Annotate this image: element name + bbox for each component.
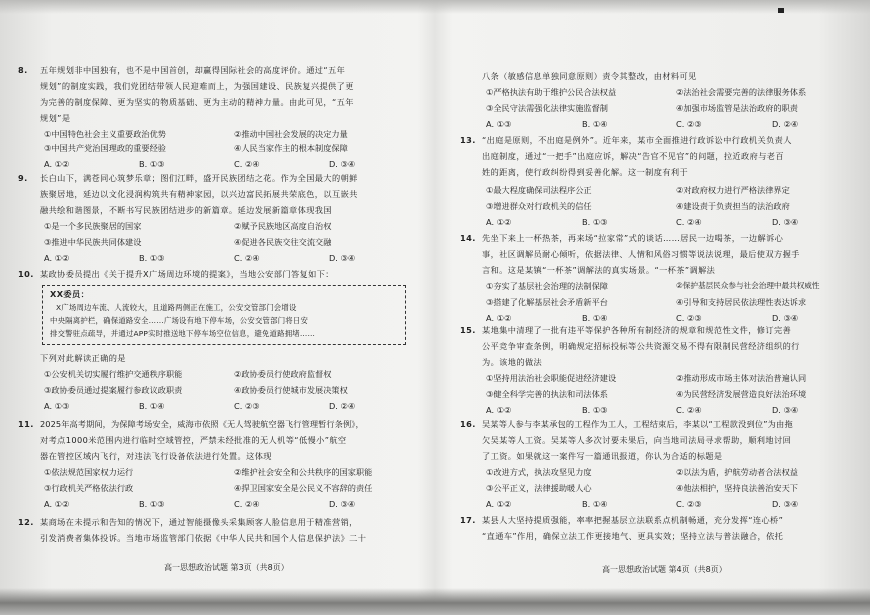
q12-line: 引发消费者集体投诉。当地市场监管部门依据《中华人民共和国个人信息保护法》二十 (40, 533, 367, 543)
q10-answer: A. ①③ (44, 401, 70, 411)
q10-item: ②政协委员行使政府监督权 (234, 369, 332, 379)
q8-line: 规划”是 (40, 113, 71, 123)
q8-answer: C. ②④ (234, 159, 260, 169)
q15-item: ③健全科学完善的执法和司法体系 (486, 389, 608, 399)
q12-item: ②法治社会需要完善的法律服务体系 (676, 87, 807, 97)
q14-answer: B. ①④ (582, 313, 608, 323)
q8-item: ①中国特色社会主义重要政治优势 (44, 129, 166, 139)
q15-answer: D. ③④ (772, 405, 799, 415)
q9-line: 融共绘和谐图景，不断书写民族团结进步的新篇章。延边发展新篇章体现我国 (40, 205, 332, 215)
q16-item: ①改进方式，执法攻坚见力度 (486, 467, 592, 477)
q16-line: 了工资。如果就这一案件写一篇通讯报道，你认为合适的标题是 (482, 451, 723, 461)
q12-item: ①严格执法有助于维护公民合法权益 (486, 87, 617, 97)
q14-item: ④引导和支持居民依法理性表达诉求 (676, 297, 807, 307)
q10-box-line: 中央隔离护栏，确保道路安全……广场设有地下停车场，公安交管部门将日安 (50, 316, 309, 325)
q10-box-title: XX委员： (50, 289, 90, 299)
q15-item: ②推动形成市场主体对法治普遍认同 (676, 373, 807, 383)
q9-item: ④促进各民族交往交流交融 (234, 237, 332, 247)
q12-item: ③全民守法需强化法律实施监督制 (486, 103, 608, 113)
q10-answer: D. ②④ (329, 401, 356, 411)
q8-item: ③中国共产党治国理政的重要经验 (44, 143, 166, 153)
q11-item: ①依法规范国家权力运行 (44, 467, 134, 477)
q10-prompt: 下列对此解读正确的是 (40, 353, 126, 363)
q14-line: 言和。这是某镇“一杯茶”调解法的真实场景。“一杯茶”调解法 (482, 265, 716, 275)
q12-cont-line: 八条（敏感信息单独同意原则）责令其整改，由材料可见 (482, 71, 697, 81)
q17-number: 17. (460, 515, 476, 525)
q10-answer: B. ①④ (139, 401, 165, 411)
q14-line: 先坐下来上一杯热茶，再来场“拉家常”式的谈话……居民一边喝茶，一边解诉心 (482, 233, 784, 243)
q10-line: 某政协委员提出《关于提升X广场周边环境的提案》，当地公安部门答复如下： (40, 269, 334, 279)
q15-answer: C. ②④ (676, 405, 702, 415)
q12-answer: B. ①④ (582, 119, 608, 129)
q16-item: ③公平正义，法律援助暖人心 (486, 483, 592, 493)
q16-line: 欠吴某等人工资。吴某等人多次讨要未果后，向当地司法局寻求帮助，顺利地讨回 (482, 435, 792, 445)
q13-answer: D. ③④ (772, 217, 799, 227)
q10-item: ③政协委员通过提案履行参政议政职责 (44, 385, 183, 395)
q10-number: 10. (18, 269, 34, 279)
q11-answer: A. ①② (44, 499, 70, 509)
q13-line: 出庭制度，通过“一把手”出庭应诉，解决“告官不见官”的问题，拉近政府与老百 (482, 151, 784, 161)
q12-answer: D. ②④ (772, 119, 799, 129)
q13-number: 13. (460, 135, 476, 145)
q9-item: ①是一个多民族聚居的国家 (44, 221, 142, 231)
q13-item: ②对政府权力进行严格法律界定 (676, 185, 790, 195)
q16-number: 16. (460, 419, 476, 429)
q15-answer: B. ①③ (582, 405, 608, 415)
q14-item: ②保护基层民众参与社会治理中最共权威性 (676, 281, 820, 290)
q11-item: ②维护社会安全和公共秩序的国家职能 (234, 467, 373, 477)
q15-number: 15. (460, 325, 476, 335)
q9-answer: B. ①③ (139, 253, 165, 263)
q12-answer: C. ②③ (676, 119, 702, 129)
q15-item: ④为民营经济发展营造良好法治环境 (676, 389, 807, 399)
q14-number: 14. (460, 233, 476, 243)
q11-answer: C. ②④ (234, 499, 260, 509)
q12-number: 12. (18, 517, 34, 527)
q8-answer: A. ①② (44, 159, 70, 169)
q13-answer: C. ②④ (676, 217, 702, 227)
q13-line: “出庭是原则，不出庭是例外”。近年来，某市全面推进行政诉讼中行政机关负责人 (482, 135, 792, 145)
q8-line: 五年规划非中国独有，也不是中国首创，却赢得国际社会的高度评价。通过“五年 (40, 65, 346, 75)
q11-answer: D. ③④ (329, 499, 356, 509)
q13-answer: A. ①② (486, 217, 512, 227)
q16-answer: A. ①② (486, 499, 512, 509)
page-footer-left: 高一思想政治试题 第3页（共8页） (164, 563, 289, 572)
q9-answer: D. ③④ (329, 253, 356, 263)
q17-line: 某县人大坚持提质强能，率率把握基层立法联系点机制畅通，充分发挥“连心桥” (482, 515, 784, 525)
q13-item: ①最大程度确保司法程序公正 (486, 185, 592, 195)
q9-line: 长白山下，满苍同心筑梦乐章；图们江畔，盛开民族团结之花。作为全国最大的朝鲜 (40, 173, 358, 183)
q11-answer: B. ①③ (139, 499, 165, 509)
q9-line: 族聚居地，延边以文化浸润构筑共有精神家园，以兴边富民拓展共荣底色，以互嵌共 (40, 189, 358, 199)
q11-item: ④捍卫国家安全是公民义不容辞的责任 (234, 483, 373, 493)
q8-item: ②推动中国社会发展的决定力量 (234, 129, 348, 139)
q13-item: ③增进群众对行政机关的信任 (486, 201, 592, 211)
q8-answer: D. ③④ (329, 159, 356, 169)
q14-item: ①夯实了基层社会治理的法制保障 (486, 281, 608, 291)
q10-answer: C. ②③ (234, 401, 260, 411)
q11-line: 对考点1000米范围内进行临时空域管控，严禁未经批准的无人机等“低慢小”航空 (40, 435, 347, 445)
page-footer-right: 高一思想政治试题 第4页（共8页） (602, 565, 727, 574)
q10-box-line: 排交警驻点疏导，并通过APP实时推送地下停车场空位信息，避免道路拥堵…… (50, 329, 316, 338)
q9-item: ②赋予民族地区高度自治权 (234, 221, 332, 231)
q14-answer: A. ①② (486, 313, 512, 323)
q11-number: 11. (18, 419, 34, 429)
q14-answer: C. ②③ (676, 313, 702, 323)
q9-answer: A. ①② (44, 253, 70, 263)
q8-number: 8. (18, 65, 28, 75)
q14-item: ③搭建了化解基层社会矛盾新平台 (486, 297, 608, 307)
q8-answer: B. ①③ (139, 159, 165, 169)
q9-answer: C. ②④ (234, 253, 260, 263)
q10-item: ①公安机关切实履行维护交通秩序职能 (44, 369, 183, 379)
q16-item: ④他法相护，坚持良法善治安天下 (676, 483, 798, 493)
q17-line: “直通车”作用，确保立法工作更接地气、更具实效；坚持立法与普法融合，依托 (482, 531, 784, 541)
q11-line: 2025年高考期间，为保障考场安全，威海市依照《无人驾驶航空器飞行管理暂行条例》， (40, 419, 364, 429)
q15-line: 某地集中清理了一批有违平等保护各种所有制经济的规章和规范性文件，修订完善 (482, 325, 792, 335)
q15-item: ①坚持用法治社会职能促进经济建设 (486, 373, 617, 383)
q13-item: ④建设责于负责担当的法治政府 (676, 201, 790, 211)
q16-item: ②以法为盾，护航劳动者合法权益 (676, 467, 798, 477)
q16-answer: C. ②③ (676, 499, 702, 509)
q12-answer: A. ①③ (486, 119, 512, 129)
q14-line: 事，社区调解员耐心倾听，依据法律、人情和风俗习惯等说法说理，最后使双方握手 (482, 249, 800, 259)
scan-shadow-bottom (0, 588, 870, 615)
page-right (452, 0, 864, 600)
q13-answer: B. ①③ (582, 217, 608, 227)
q16-answer: D. ③④ (772, 499, 799, 509)
q13-line: 姓的距离，使行政纠纷得到妥善化解。这一制度有利于 (482, 167, 689, 177)
q9-item: ③推进中华民族共同体建设 (44, 237, 142, 247)
q15-line: 公平竞争审查条例，明确规定招标投标等公共资源交易不得有限制民营经济组织的行 (482, 341, 800, 351)
q8-line: 为完善的制度保障、更为坚实的物质基础、更为主动的精神力量。由此可见，“五年 (40, 97, 354, 107)
q15-line: 为。该地的做法 (482, 357, 543, 367)
q11-item: ③行政机关严格依法行政 (44, 483, 134, 493)
q16-line: 吴某等人参与李某承包的工程作为工人，工程结束后，李某以“工程款没到位”为由拖 (482, 419, 793, 429)
q12-line: 某商场在未提示和告知的情况下，通过智能摄像头采集顾客人脸信息用于精准营销， (40, 517, 358, 527)
q11-line: 器在管控区域内飞行，对违法飞行设备依法进行处置。这体现 (40, 451, 272, 461)
q12-item: ④加强市场监管是法治政府的职责 (676, 103, 798, 113)
page-left (14, 0, 416, 600)
q9-number: 9. (18, 173, 28, 183)
q14-answer: D. ③④ (772, 313, 799, 323)
q16-answer: B. ①④ (582, 499, 608, 509)
q8-line: 规划”的制度实践，我们党团结带领人民迎难而上，为强国建设、民族复兴提供了更 (40, 81, 354, 91)
q15-answer: A. ①② (486, 405, 512, 415)
q10-item: ④政协委员行使城市发展决策权 (234, 385, 348, 395)
q10-box-line: X广场周边车流、人流较大，且道路两侧正在施工，公安交管部门会增设 (56, 303, 297, 312)
q8-item: ④人民当家作主的根本制度保障 (234, 143, 348, 153)
